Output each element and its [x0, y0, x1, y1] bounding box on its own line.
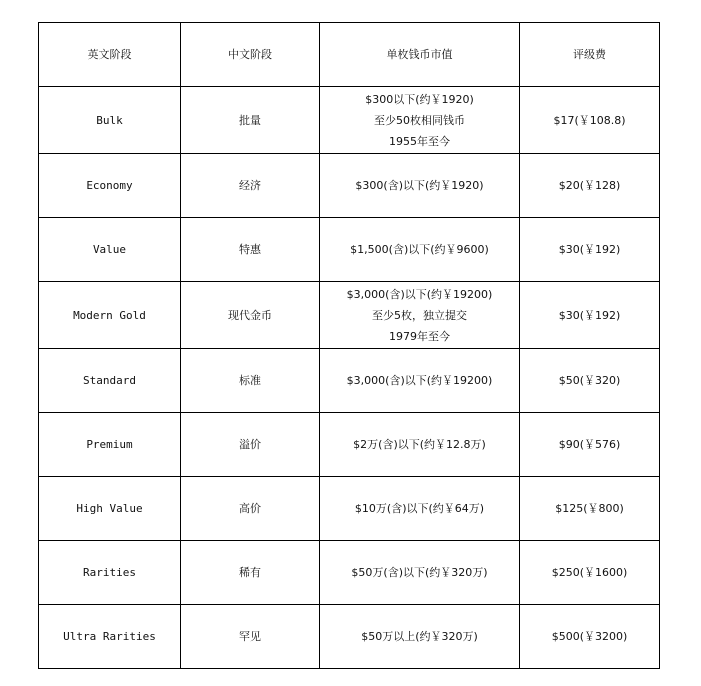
header-chinese-tier: 中文阶段	[181, 23, 320, 87]
grading-fee-table	[38, 22, 660, 669]
grading-fee: $50(￥320)	[520, 349, 660, 413]
grading-fee: $125(￥800)	[520, 477, 660, 541]
coin-value-line: $1,500(含)以下(约￥9600)	[350, 243, 489, 256]
grading-fee: $90(￥576)	[520, 413, 660, 477]
grading-fee: $500(￥3200)	[520, 605, 660, 669]
grading-fee: $30(￥192)	[520, 218, 660, 282]
tier-english: Economy	[39, 154, 181, 218]
coin-value-line: $300以下(约￥1920)	[365, 92, 474, 106]
coin-value	[320, 477, 520, 541]
grading-fee: $20(￥128)	[520, 154, 660, 218]
table-row	[39, 87, 660, 154]
coin-value	[320, 413, 520, 477]
coin-value-line: $3,000(含)以下(约￥19200)	[346, 374, 493, 387]
table-header-row	[39, 23, 660, 87]
coin-value	[320, 349, 520, 413]
tier-chinese: 现代金币	[181, 282, 320, 349]
grading-fee: $250(￥1600)	[520, 541, 660, 605]
coin-value-line: $3,000(含)以下(约￥19200)	[346, 287, 493, 301]
table-row	[39, 282, 660, 349]
coin-value-line: 1979年至今	[389, 329, 450, 343]
tier-english: Standard	[39, 349, 181, 413]
coin-value	[320, 218, 520, 282]
tier-chinese: 稀有	[181, 541, 320, 605]
coin-value	[320, 282, 520, 349]
coin-value-line: $10万(含)以下(约￥64万)	[354, 502, 485, 515]
tier-english: High Value	[39, 477, 181, 541]
tier-english: Bulk	[39, 87, 181, 154]
coin-value-line: 至少50枚相同钱币	[374, 113, 465, 127]
header-english-tier: 英文阶段	[39, 23, 181, 87]
coin-value	[320, 154, 520, 218]
coin-value	[320, 541, 520, 605]
coin-value-line: 1955年至今	[389, 134, 450, 148]
tier-chinese: 特惠	[181, 218, 320, 282]
tier-english: Value	[39, 218, 181, 282]
tier-english: Modern Gold	[39, 282, 181, 349]
coin-value	[320, 87, 520, 154]
table-row	[39, 413, 660, 477]
tier-chinese: 标准	[181, 349, 320, 413]
table-row	[39, 541, 660, 605]
tier-chinese: 批量	[181, 87, 320, 154]
coin-value-line: $2万(含)以下(约￥12.8万)	[353, 438, 486, 451]
coin-value-line: $50万(含)以下(约￥320万)	[351, 566, 488, 579]
table-row	[39, 605, 660, 669]
header-grading-fee: 评级费	[520, 23, 660, 87]
coin-value-line: $50万以上(约￥320万)	[361, 630, 478, 643]
table-row	[39, 154, 660, 218]
tier-chinese: 罕见	[181, 605, 320, 669]
table-row	[39, 477, 660, 541]
grading-fee: $30(￥192)	[520, 282, 660, 349]
coin-value	[320, 605, 520, 669]
tier-chinese: 高价	[181, 477, 320, 541]
header-coin-value: 单枚钱币市值	[320, 23, 520, 87]
coin-value-line: $300(含)以下(约￥1920)	[355, 179, 484, 192]
tier-chinese: 溢价	[181, 413, 320, 477]
tier-english: Rarities	[39, 541, 181, 605]
tier-english: Ultra Rarities	[39, 605, 181, 669]
table-row	[39, 218, 660, 282]
coin-value-line: 至少5枚，独立提交	[372, 308, 467, 322]
tier-english: Premium	[39, 413, 181, 477]
tier-chinese: 经济	[181, 154, 320, 218]
table-row	[39, 349, 660, 413]
grading-fee: $17(￥108.8)	[520, 87, 660, 154]
